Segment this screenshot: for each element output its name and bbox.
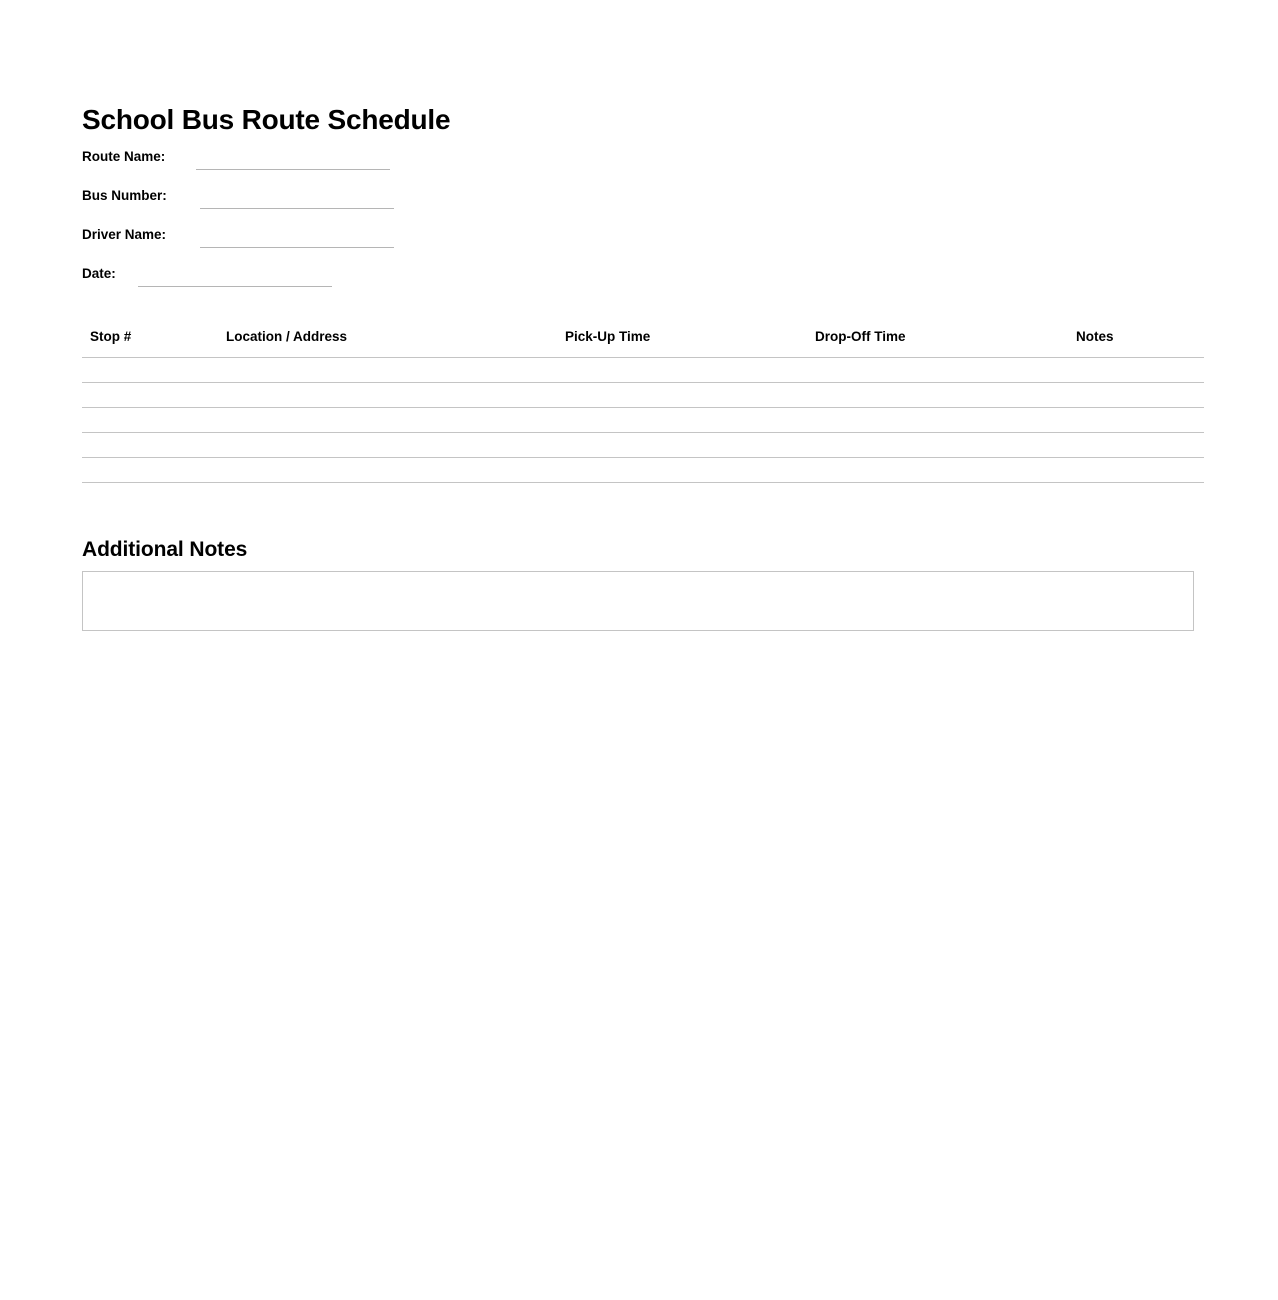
route-info-form: [82, 144, 482, 297]
table-body: [82, 358, 1204, 483]
cell-dropoff-time[interactable]: [815, 458, 1076, 483]
bus-route-schedule-table: [82, 328, 1204, 483]
cell-pickup-time[interactable]: [565, 433, 815, 458]
form-row-date: [82, 261, 482, 297]
column-header-location-address: Location / Address: [226, 328, 565, 358]
form-row-bus-number: [82, 183, 482, 222]
cell-location-address[interactable]: [226, 383, 565, 408]
table-header-row: [82, 328, 1204, 358]
cell-notes[interactable]: [1076, 408, 1204, 433]
table-row: [82, 433, 1204, 458]
cell-notes[interactable]: [1076, 358, 1204, 383]
cell-stop-number[interactable]: [82, 433, 226, 458]
cell-dropoff-time[interactable]: [815, 358, 1076, 383]
cell-pickup-time[interactable]: [565, 458, 815, 483]
additional-notes-box[interactable]: [82, 571, 1194, 631]
cell-pickup-time[interactable]: [565, 358, 815, 383]
cell-location-address[interactable]: [226, 358, 565, 383]
table-header: [82, 328, 1204, 358]
cell-dropoff-time[interactable]: [815, 408, 1076, 433]
cell-location-address[interactable]: [226, 408, 565, 433]
cell-stop-number[interactable]: [82, 383, 226, 408]
column-header-stop-number: Stop #: [82, 328, 226, 358]
route-name-input[interactable]: [196, 169, 390, 170]
driver-name-label: Driver Name:: [82, 227, 167, 242]
column-header-dropoff-time: Drop-Off Time: [815, 328, 1076, 358]
additional-notes-heading: Additional Notes: [82, 538, 248, 562]
cell-location-address[interactable]: [226, 458, 565, 483]
cell-notes[interactable]: [1076, 433, 1204, 458]
date-label: Date:: [82, 266, 116, 281]
cell-notes[interactable]: [1076, 383, 1204, 408]
table-row: [82, 383, 1204, 408]
cell-stop-number[interactable]: [82, 458, 226, 483]
bus-number-input[interactable]: [200, 208, 394, 209]
additional-notes-input[interactable]: [83, 572, 1193, 630]
form-row-driver-name: [82, 222, 482, 261]
cell-location-address[interactable]: [226, 433, 565, 458]
cell-pickup-time[interactable]: [565, 408, 815, 433]
form-row-route-name: [82, 144, 482, 183]
route-name-label: Route Name:: [82, 149, 166, 164]
table-row: [82, 408, 1204, 433]
bus-number-label: Bus Number:: [82, 188, 167, 203]
column-header-notes: Notes: [1076, 328, 1204, 358]
cell-pickup-time[interactable]: [565, 383, 815, 408]
cell-dropoff-time[interactable]: [815, 383, 1076, 408]
table-row: [82, 358, 1204, 383]
cell-notes[interactable]: [1076, 458, 1204, 483]
driver-name-input[interactable]: [200, 247, 394, 248]
column-header-pickup-time: Pick-Up Time: [565, 328, 815, 358]
cell-stop-number[interactable]: [82, 408, 226, 433]
date-input[interactable]: [138, 286, 332, 287]
page-title: School Bus Route Schedule: [82, 103, 451, 135]
cell-dropoff-time[interactable]: [815, 433, 1076, 458]
cell-stop-number[interactable]: [82, 358, 226, 383]
table-row: [82, 458, 1204, 483]
